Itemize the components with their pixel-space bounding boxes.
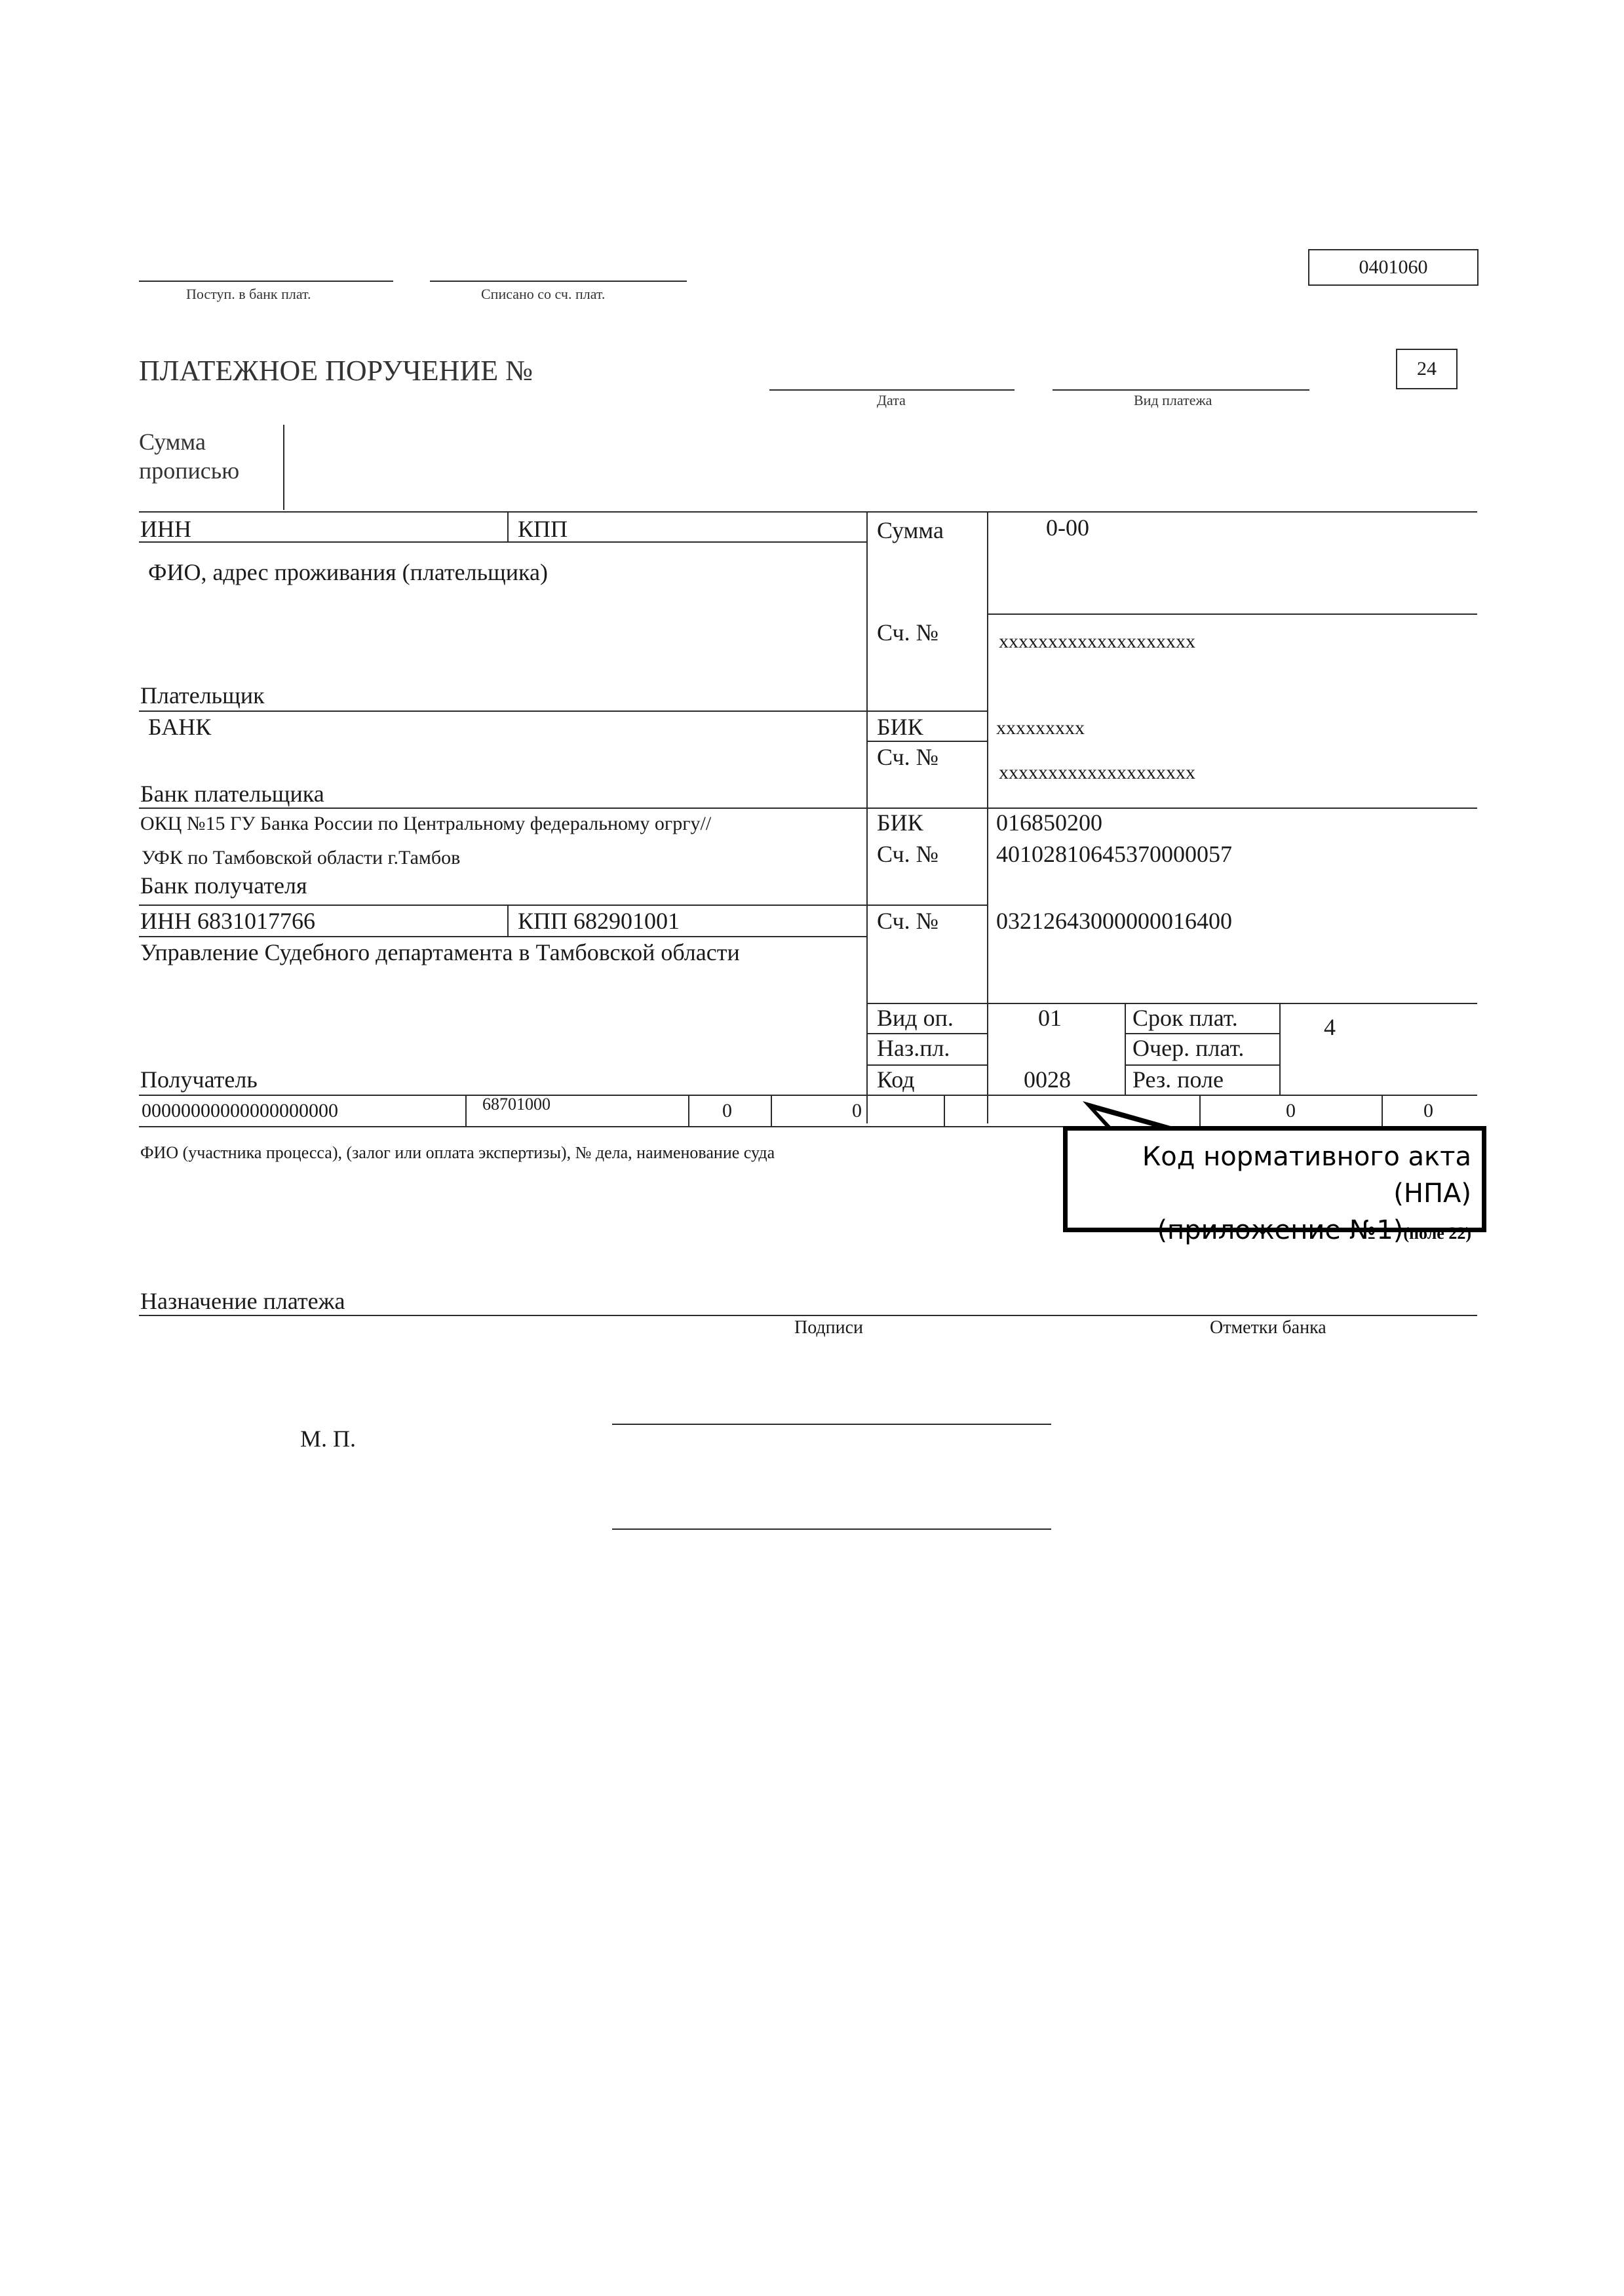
payer-bik-line xyxy=(866,741,987,742)
purpose-label: Назначение платежа xyxy=(140,1288,345,1314)
callout-line1: Код нормативного акта (НПА) xyxy=(1142,1142,1471,1209)
signature-line-1 xyxy=(612,1424,1051,1425)
payee-account-label: Сч. № xyxy=(877,908,938,934)
grid-col-value xyxy=(987,513,988,1123)
payer-bank-name: БАНК xyxy=(148,714,212,740)
payer-inn-line xyxy=(139,541,866,543)
received-line xyxy=(139,281,393,282)
payment-type-label: Вид платежа xyxy=(1134,392,1212,408)
amount-words-divider xyxy=(283,425,284,510)
amount-words-label: Сумма прописью xyxy=(139,429,240,484)
payer-sum-label: Сумма xyxy=(877,517,944,543)
received-label: Поступ. в банк плат. xyxy=(186,286,311,302)
callout-box xyxy=(1063,1126,1486,1245)
kpp-divider xyxy=(507,513,509,543)
kod-value: 0028 xyxy=(1024,1066,1071,1093)
tax-col-2 xyxy=(688,1095,689,1126)
payee-inn-line xyxy=(139,936,866,937)
payer-inn-label: ИНН xyxy=(140,516,191,542)
tax-f2: 0 xyxy=(852,1100,862,1121)
payee-bank-account-value: 40102810645370000057 xyxy=(996,841,1232,867)
payer-bik-label: БИК xyxy=(877,714,923,740)
ochered-value: 4 xyxy=(1324,1014,1336,1040)
srok-label: Срок плат. xyxy=(1132,1005,1238,1031)
callout-line2-wrap xyxy=(1068,1212,1471,1252)
vid-op-label: Вид оп. xyxy=(877,1005,954,1031)
payee-bank-account-label: Сч. № xyxy=(877,841,938,867)
callout-line2: (приложение №1) xyxy=(1157,1215,1404,1245)
grid-col-label xyxy=(866,513,868,1123)
tax-f3: 0 xyxy=(1286,1100,1296,1121)
payer-label: Плательщик xyxy=(140,682,265,709)
form-code-box xyxy=(1308,249,1479,286)
tax-col-1 xyxy=(465,1095,467,1126)
ochered-label: Очер. плат. xyxy=(1132,1035,1245,1061)
payee-bik-value: 016850200 xyxy=(996,809,1102,836)
vid-op-value: 01 xyxy=(1038,1005,1062,1031)
tax-f4: 0 xyxy=(1423,1100,1433,1121)
payee-bank-label: Банк получателя xyxy=(140,872,307,899)
payer-bank-bottom-line xyxy=(139,807,1477,809)
payment-type-line xyxy=(1053,389,1309,391)
payer-bottom-line xyxy=(139,710,987,712)
payee-inn: ИНН 6831017766 xyxy=(140,908,315,934)
payee-kpp-divider xyxy=(507,906,509,936)
debited-line xyxy=(430,281,687,282)
purpose-line xyxy=(139,1315,1477,1316)
grid-line-top xyxy=(139,511,1477,513)
payee-kpp: КПП 682901001 xyxy=(518,908,680,934)
payee-bik-label: БИК xyxy=(877,809,923,836)
stamp-label: М. П. xyxy=(300,1426,357,1452)
naz-pl-label: Наз.пл. xyxy=(877,1035,950,1061)
status-code-box xyxy=(1396,349,1458,389)
tax-col-6 xyxy=(1382,1095,1383,1126)
payer-account-label: Сч. № xyxy=(877,619,938,646)
date-line xyxy=(769,389,1015,391)
tax-kbk: 00000000000000000000 xyxy=(142,1100,338,1121)
payer-kpp-label: КПП xyxy=(518,516,568,542)
bank-marks-label: Отметки банка xyxy=(1210,1317,1326,1338)
payer-sum-value: 0-00 xyxy=(1046,515,1089,541)
payee-name: Управление Судебного департамента в Тамбовской области xyxy=(140,939,740,965)
form-code: 0401060 xyxy=(1359,256,1428,278)
rez-label: Рез. поле xyxy=(1132,1066,1224,1093)
kod-label: Код xyxy=(877,1066,915,1093)
signatures-label: Подписи xyxy=(794,1317,864,1338)
page-title: ПЛАТЕЖНОЕ ПОРУЧЕНИЕ № xyxy=(139,355,533,387)
tax-oktmo: 68701000 xyxy=(482,1095,551,1114)
payee-bank-bottom-line xyxy=(139,905,987,906)
status-code: 24 xyxy=(1417,358,1437,379)
payer-bank-account-label: Сч. № xyxy=(877,744,938,770)
payee-bank-name-line1: ОКЦ №15 ГУ Банка России по Центральному федеральному огргу// xyxy=(140,813,712,834)
tax-col-3 xyxy=(771,1095,772,1126)
srok-right-divider xyxy=(1279,1004,1281,1095)
payer-name: ФИО, адрес проживания (плательщика) xyxy=(148,559,548,585)
payer-bank-label: Банк плательщика xyxy=(140,781,324,807)
srok-left-divider xyxy=(1125,1004,1126,1095)
date-label: Дата xyxy=(877,392,906,408)
purpose-text: ФИО (участника процесса), (залог или оплата экспертизы), № дела, наименование суда xyxy=(140,1143,775,1162)
callout-note: (поле 22) xyxy=(1403,1224,1471,1243)
tax-col-5 xyxy=(1199,1095,1201,1126)
signature-line-2 xyxy=(612,1528,1051,1530)
payer-bank-account-value: xxxxxxxxxxxxxxxxxxxx xyxy=(999,762,1195,783)
sum-line xyxy=(987,613,1477,615)
tax-col-4 xyxy=(944,1095,945,1126)
tax-f1: 0 xyxy=(722,1100,732,1121)
tax-row-top xyxy=(139,1095,1477,1096)
payee-account-value: 03212643000000016400 xyxy=(996,908,1232,934)
payee-bank-name-line2: УФК по Тамбовской области г.Тамбов xyxy=(142,847,461,868)
payee-label: Получатель xyxy=(140,1066,258,1093)
payer-bik-value: xxxxxxxxx xyxy=(996,717,1085,739)
debited-label: Списано со сч. плат. xyxy=(481,286,606,302)
payer-account-value: xxxxxxxxxxxxxxxxxxxx xyxy=(999,631,1195,652)
